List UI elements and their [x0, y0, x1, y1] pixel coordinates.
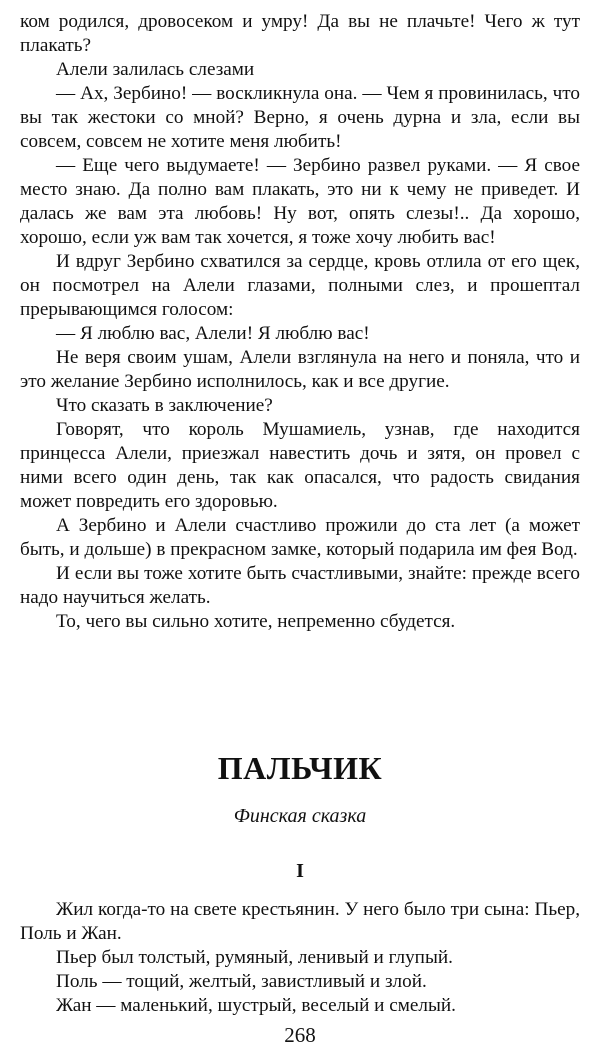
- paragraph: А Зербино и Алели счастливо прожили до ста лет (а может быть, и дольше) в прекрасном замке, который подарила им фея Вод.: [20, 515, 580, 560]
- new-story-opening: [20, 898, 580, 1018]
- previous-story-ending: [20, 10, 580, 634]
- paragraph: — Я люблю вас, Алели! Я люблю вас!: [56, 323, 370, 344]
- story-title: ПАЛЬЧИК: [217, 750, 383, 786]
- paragraph: — Еще чего выдумаете! — Зербино развел руками. — Я свое место знаю. Да полно вам плакать, это ни к чему не приведет. И далась же вам эта любовь! Ну вот, опять слезы!.. Да хорошо, хорошо, если уж вам так хочется, я тоже хочу любить вас!: [20, 155, 580, 248]
- paragraph: Пьер был толстый, румяный, ленивый и глупый.: [56, 947, 453, 968]
- paragraph: И вдруг Зербино схватился за сердце, кровь отлила от его щек, он посмотрел на Алели глазами, полными слез, и прошептал прерывающимся голосом:: [20, 251, 580, 320]
- paragraph: Алели залилась слезами: [56, 59, 255, 80]
- paragraph: И если вы тоже хотите быть счастливыми, знайте: прежде всего надо научиться желать.: [20, 563, 580, 608]
- paragraph: Говорят, что король Мушамиель, узнав, где находится принцесса Алели, приезжал навестить дочь и зятя, он провел с ними всего один день, так как опасался, что радость свидания может повредить его здоровью.: [20, 419, 580, 512]
- paragraph: Поль — тощий, желтый, завистливый и злой.: [56, 971, 427, 992]
- paragraph: Жил когда-то на свете крестьянин. У него было три сына: Пьер, Поль и Жан.: [20, 899, 580, 944]
- paragraph: Жан — маленький, шустрый, веселый и смелый.: [56, 995, 456, 1016]
- story-subtitle: Финская сказка: [233, 805, 367, 827]
- paragraph: То, чего вы сильно хотите, непременно сбудется.: [56, 611, 456, 632]
- paragraph: — Ах, Зербино! — воскликнула она. — Чем я провинилась, что вы так жестоки со мной? Верно, я очень дурна и зла, если вы совсем, совсем не хотите меня любить!: [20, 83, 580, 152]
- paragraph: Что сказать в заключение?: [56, 395, 273, 416]
- book-page: [20, 10, 580, 1050]
- paragraph: ком родился, дровосеком и умру! Да вы не плачьте! Чего ж тут плакать?: [20, 11, 580, 56]
- paragraph: Не веря своим ушам, Алели взглянула на него и поняла, что и это желание Зербино исполнилось, как и все другие.: [20, 347, 580, 392]
- page-number: 268: [284, 1023, 316, 1047]
- chapter-number: I: [296, 860, 304, 882]
